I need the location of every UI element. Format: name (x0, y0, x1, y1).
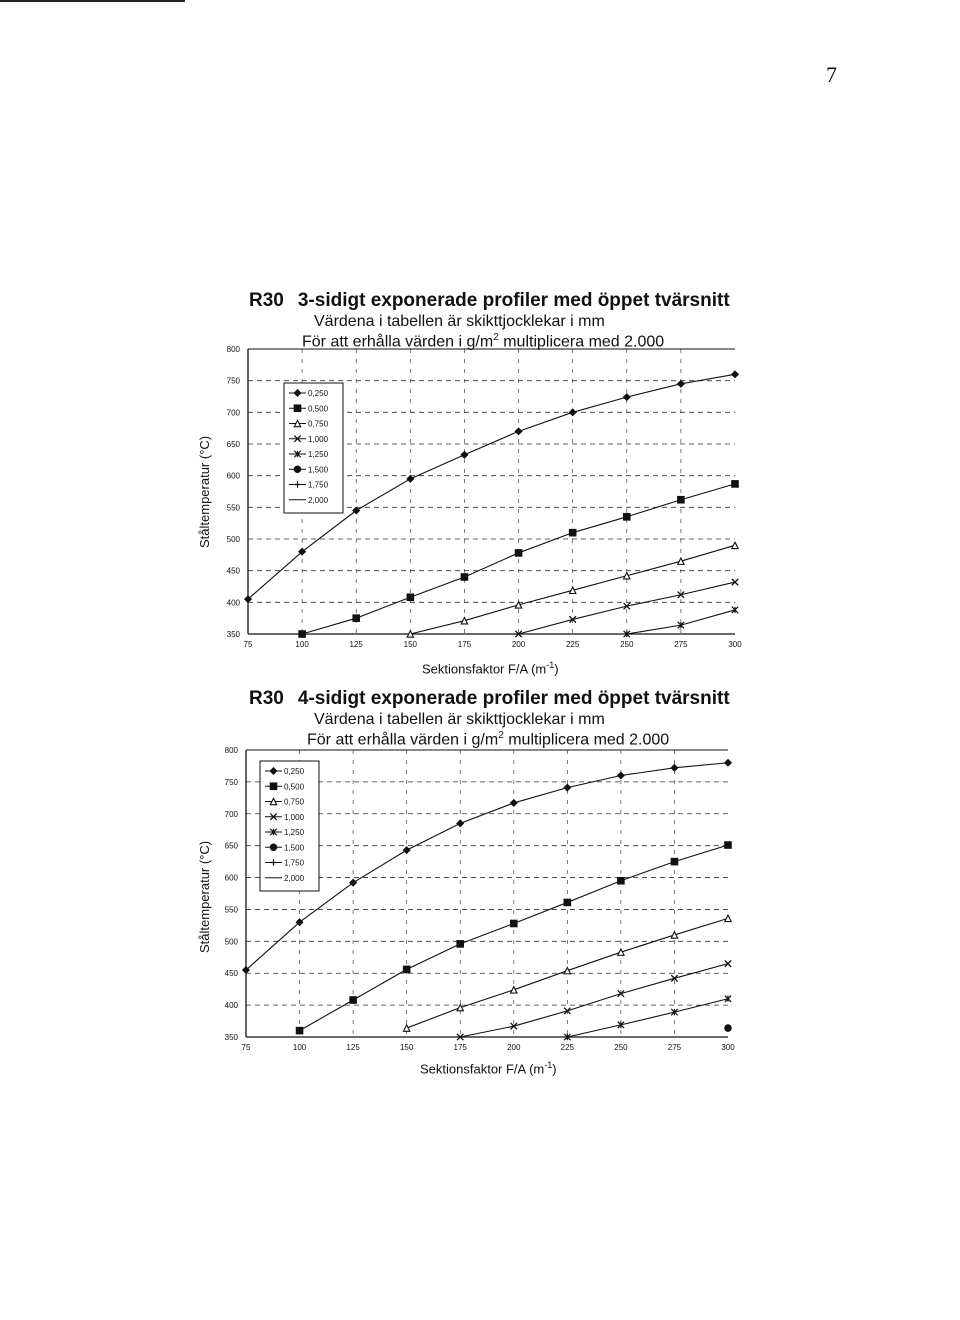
series-1-000 (457, 960, 731, 1040)
x-tick-label: 275 (674, 640, 688, 649)
subtitle-sup: 2 (498, 730, 504, 741)
x-axis-label (420, 1060, 557, 1076)
data-point (403, 966, 409, 972)
y-tick-label: 450 (224, 969, 238, 979)
y-axis-label: Ståltemperatur (°C) (197, 435, 212, 548)
data-point (403, 847, 409, 853)
x-tick-label: 275 (667, 1043, 682, 1052)
legend-label: 1,250 (284, 828, 305, 837)
series-line (567, 999, 728, 1037)
y-tick-label: 700 (224, 809, 238, 819)
y-tick-label: 350 (224, 1033, 238, 1042)
x-tick-label: 175 (453, 1043, 467, 1052)
chart-subtitle-1: Värdena i tabellen är skikttjocklekar i mm (314, 711, 605, 728)
data-point (618, 878, 624, 884)
legend-label: 0,250 (284, 767, 305, 776)
data-point (725, 915, 731, 921)
data-point (564, 899, 570, 905)
chart-title-text: 4-sidigt exponerade profiler med öppet tvärsnitt (297, 688, 730, 709)
data-point (564, 967, 570, 973)
data-point (511, 800, 517, 806)
x-tick-label: 250 (620, 640, 634, 649)
x-tick-label: 125 (346, 1043, 360, 1052)
y-tick-label: 600 (224, 873, 238, 883)
x-tick-label: 100 (295, 640, 309, 649)
x-tick-label: 300 (728, 640, 742, 649)
legend-label: 1,000 (308, 434, 329, 444)
data-point (725, 760, 731, 766)
y-tick-label: 450 (226, 566, 240, 576)
y-tick-label: 750 (224, 777, 238, 787)
y-tick-label: 400 (226, 598, 240, 608)
chart-title-text: 3-sidigt exponerade profiler med öppet tvärsnitt (297, 290, 730, 311)
y-tick-label: 550 (226, 503, 240, 513)
legend-label: 0,500 (284, 782, 305, 792)
y-tick-label: 600 (226, 471, 240, 481)
y-tick-label: 800 (226, 345, 240, 354)
series-1-250 (564, 996, 731, 1041)
y-tick-label: 800 (224, 746, 238, 755)
y-tick-label: 350 (226, 630, 240, 639)
legend-box (260, 761, 319, 891)
x-tick-label: 175 (457, 640, 472, 649)
subtitle-post: multiplicera med 2.000 (498, 333, 665, 351)
chart-code: R30 (249, 290, 284, 311)
subtitle-pre: För att erhålla värden i g/m (307, 731, 499, 749)
data-point (564, 784, 570, 790)
y-tick-label: 400 (224, 1001, 238, 1011)
data-point (671, 858, 677, 864)
legend-label: 1,750 (284, 858, 305, 868)
x-tick-label: 200 (511, 640, 526, 649)
x-tick-label: 200 (507, 1043, 521, 1052)
legend-label: 0,750 (308, 419, 329, 429)
data-point (618, 772, 624, 778)
legend-label: 1,500 (308, 465, 329, 475)
data-point (296, 1027, 302, 1033)
xlabel-post: ) (552, 1061, 557, 1077)
y-tick-label: 500 (224, 937, 238, 947)
x-tick-label: 225 (560, 1043, 575, 1052)
legend-label: 2,000 (308, 495, 329, 505)
xlabel-post: ) (554, 661, 559, 677)
data-point (725, 842, 731, 848)
xlabel-sup: -1 (546, 660, 555, 670)
legend-label: 0,500 (308, 404, 329, 414)
page-number: 7 (826, 62, 837, 87)
subtitle-sup: 2 (493, 332, 499, 343)
legend (260, 761, 319, 891)
data-point (457, 941, 463, 947)
chart-subtitle-1: Värdena i tabellen är skikttjocklekar i mm (314, 313, 605, 330)
y-tick-label: 550 (224, 905, 238, 915)
series-line (460, 964, 728, 1037)
xlabel-pre: Sektionsfaktor F/A (m (420, 1061, 545, 1077)
data-point (618, 949, 624, 955)
data-point (671, 765, 677, 771)
legend-label: 0,750 (284, 797, 305, 807)
xlabel-sup: -1 (544, 1060, 553, 1070)
y-tick-label: 650 (224, 841, 238, 851)
y-tick-label: 700 (226, 408, 240, 418)
data-point (511, 987, 517, 993)
data-point (725, 960, 731, 966)
x-tick-label: 225 (565, 640, 580, 649)
data-point (671, 932, 677, 938)
x-tick-label: 125 (349, 640, 363, 649)
y-axis-label: Ståltemperatur (°C) (197, 840, 212, 953)
xlabel-pre: Sektionsfaktor F/A (m (422, 661, 547, 677)
y-tick-label: 650 (226, 440, 240, 449)
subtitle-pre: För att erhålla värden i g/m (302, 333, 494, 351)
x-tick-label: 150 (403, 640, 418, 649)
legend-label: 0,250 (308, 389, 329, 398)
series-1-500 (725, 1025, 731, 1031)
legend-item (265, 782, 305, 791)
data-point (350, 997, 356, 1003)
data-point (511, 920, 517, 926)
legend-marker (270, 783, 276, 789)
x-tick-label: 150 (399, 1043, 414, 1052)
legend-label: 1,750 (308, 480, 329, 490)
legend-label: 2,000 (284, 873, 305, 883)
legend-label: 1,000 (284, 812, 305, 822)
legend-marker (270, 844, 276, 850)
subtitle-post: multiplicera med 2.000 (503, 731, 670, 749)
x-tick-label: 75 (241, 1043, 251, 1052)
x-tick-label: 300 (721, 1043, 735, 1052)
y-tick-label: 500 (226, 535, 240, 544)
data-point (403, 1025, 409, 1031)
x-tick-label: 75 (243, 640, 253, 649)
x-tick-label: 100 (292, 1043, 307, 1052)
data-point (725, 1025, 731, 1031)
legend-label: 1,250 (308, 450, 329, 459)
y-tick-label: 750 (226, 376, 240, 386)
data-point (457, 820, 463, 826)
chart-code: R30 (249, 688, 284, 709)
legend-label: 1,500 (284, 843, 305, 853)
x-tick-label: 250 (614, 1043, 628, 1052)
